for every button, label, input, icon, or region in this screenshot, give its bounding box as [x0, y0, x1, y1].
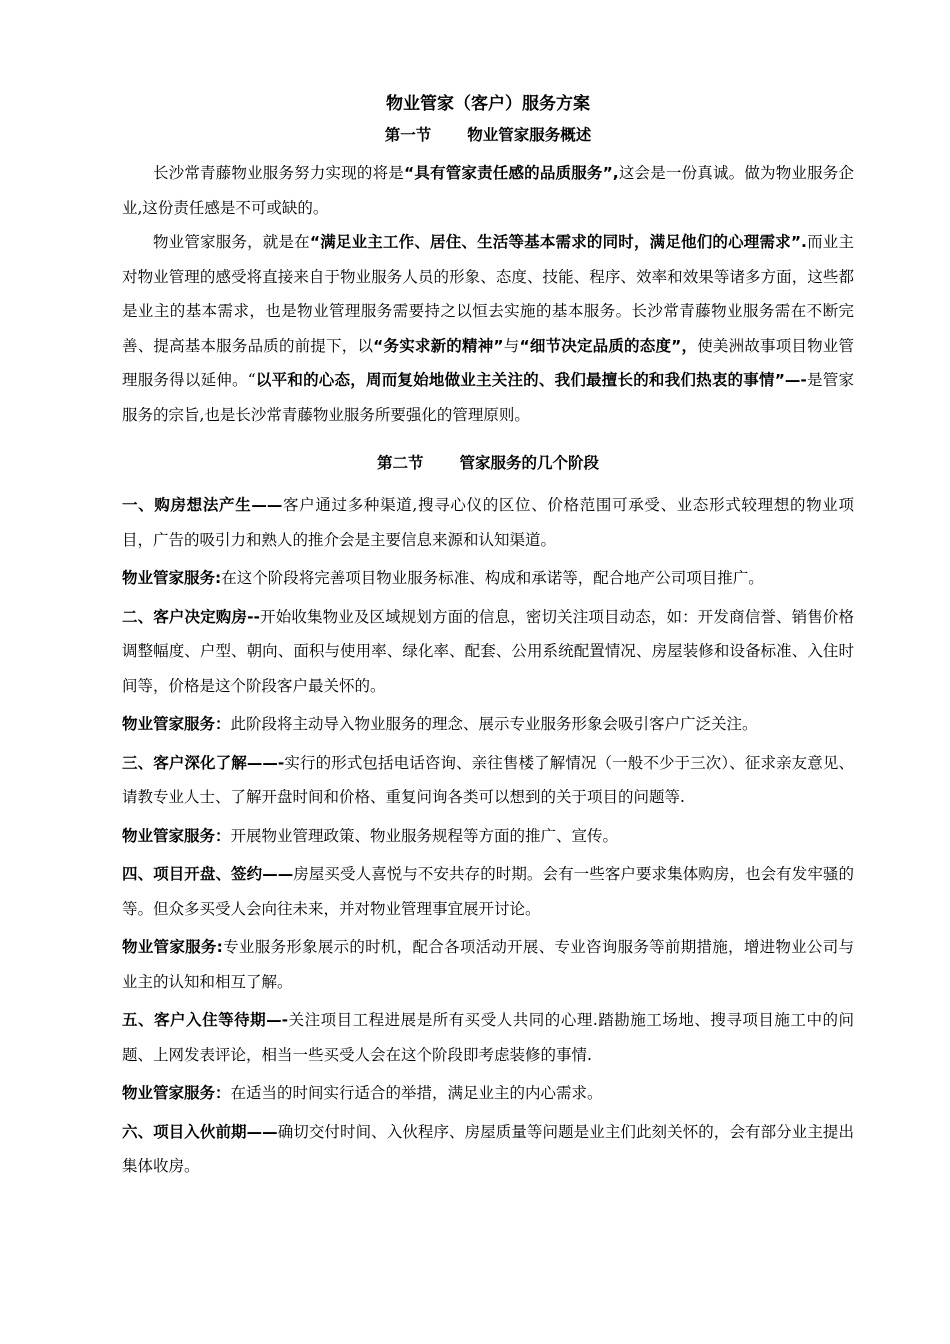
service-label: 物业管家服务:	[122, 569, 222, 587]
section2-heading-text: 管家服务的几个阶段	[459, 454, 600, 472]
stage-2-title: 二、客户决定购房--	[122, 607, 260, 626]
stage-4-description: 四、项目开盘、签约——房屋买受人喜悦与不安共存的时期。会有一些客户要求集体购房，也会有发牢骚的等。但众多买受人会向往未来，并对物业管理事宜展开讨论。	[122, 865, 854, 918]
section1-heading	[122, 120, 854, 150]
stage-6-title: 六、项目入伙前期——	[122, 1122, 278, 1141]
section2-number: 第二节	[376, 454, 424, 472]
stage-1-description: 一、购房想法产生——客户通过多种渠道,搜寻心仪的区位、价格范围可承受、业态形式较理想的物业项目，广告的吸引力和熟人的推介会是主要信息来源和认知渠道。	[122, 496, 854, 549]
stage-2-service: 物业管家服务：此阶段将主动导入物业服务的理念、展示专业服务形象会吸引客户广泛关注。	[122, 715, 758, 733]
stage-4-title: 四、项目开盘、签约——	[122, 865, 294, 883]
stage-4-service: 物业管家服务:专业服务形象展示的时机，配合各项活动开展、专业咨询服务等前期措施，增进物业公司与业主的认知和相互了解。	[122, 938, 854, 991]
stage-1-service: 物业管家服务:在这个阶段将完善项目物业服务标准、构成和承诺等，配合地产公司项目推广。	[122, 569, 764, 587]
stage-5-title: 五、客户入住等待期—-	[122, 1011, 289, 1029]
section1-paragraph-2: 物业管家服务，就是在“满足业主工作、居住、生活等基本需求的同时，满足他们的心理需求”.而业主对物业管理的感受将直接来自于物业服务人员的形象、态度、技能、程序、效率和效果等诸多方面，这些都是业主的基本需求，也是物业管理服务需要持之以恒去实施的基本服务。长沙常青藤物业服务需在不断完善、提高基本服务品质的前提下，以“务实求新的精神”与“细节决定品质的态度”，使美洲故事项目物业管理服务得以延伸。“以平和的心态，周而复始地做业主关注的、我们最擅长的和我们热衷的事情”—-是管家服务的宗旨,也是长沙常青藤物业服务所要强化的管理原则。	[122, 233, 854, 424]
stage-5-description: 五、客户入住等待期—-关注项目工程进展是所有买受人共同的心理.踏勘施工场地、搜寻项目施工中的问题、上网发表评论，相当一些买受人会在这个阶段即考虑装修的事情.	[122, 1011, 854, 1064]
stage-3-description: 三、客户深化了解——-实行的形式包括电话咨询、亲往售楼了解情况（一般不少于三次）、征求亲友意见、请教专业人士、了解开盘时间和价格、重复问询各类可以想到的关于项目的问题等.	[122, 753, 854, 806]
stage-1-title: 一、购房想法产生——	[122, 496, 283, 514]
service-label: 物业管家服务：	[122, 715, 231, 733]
stage-5-service: 物业管家服务：在适当的时间实行适合的举措，满足业主的内心需求。	[122, 1084, 603, 1102]
stage-6-description: 六、项目入伙前期——确切交付时间、入伙程序、房屋质量等问题是业主们此刻关怀的，会有部分业主提出集体收房。	[122, 1122, 854, 1175]
stage-2-description: 二、客户决定购房--开始收集物业及区域规划方面的信息，密切关注项目动态，如：开发商信誉、销售价格调整幅度、户型、朝向、面积与使用率、绿化率、配套、公用系统配置情况、房屋装修和设备标准、入住时间等，价格是这个阶段客户最关怀的。	[122, 607, 854, 695]
section1-number: 第一节	[384, 126, 432, 144]
section2-heading	[122, 448, 854, 478]
document-title: 物业管家（客户）服务方案	[386, 94, 590, 114]
service-label: 物业管家服务：	[122, 826, 231, 845]
service-label: 物业管家服务：	[122, 1084, 231, 1102]
section1-heading-text: 物业管家服务概述	[467, 126, 592, 144]
stage-3-service: 物业管家服务：开展物业管理政策、物业服务规程等方面的推广、宣传。	[122, 826, 619, 845]
stage-3-title: 三、客户深化了解——-	[122, 753, 285, 772]
section1-paragraph-1: 长沙常青藤物业服务努力实现的将是“具有管家责任感的品质服务”,这会是一份真诚。做为物业服务企业,这份责任感是不可或缺的。	[122, 164, 854, 217]
service-label: 物业管家服务:	[122, 938, 223, 956]
